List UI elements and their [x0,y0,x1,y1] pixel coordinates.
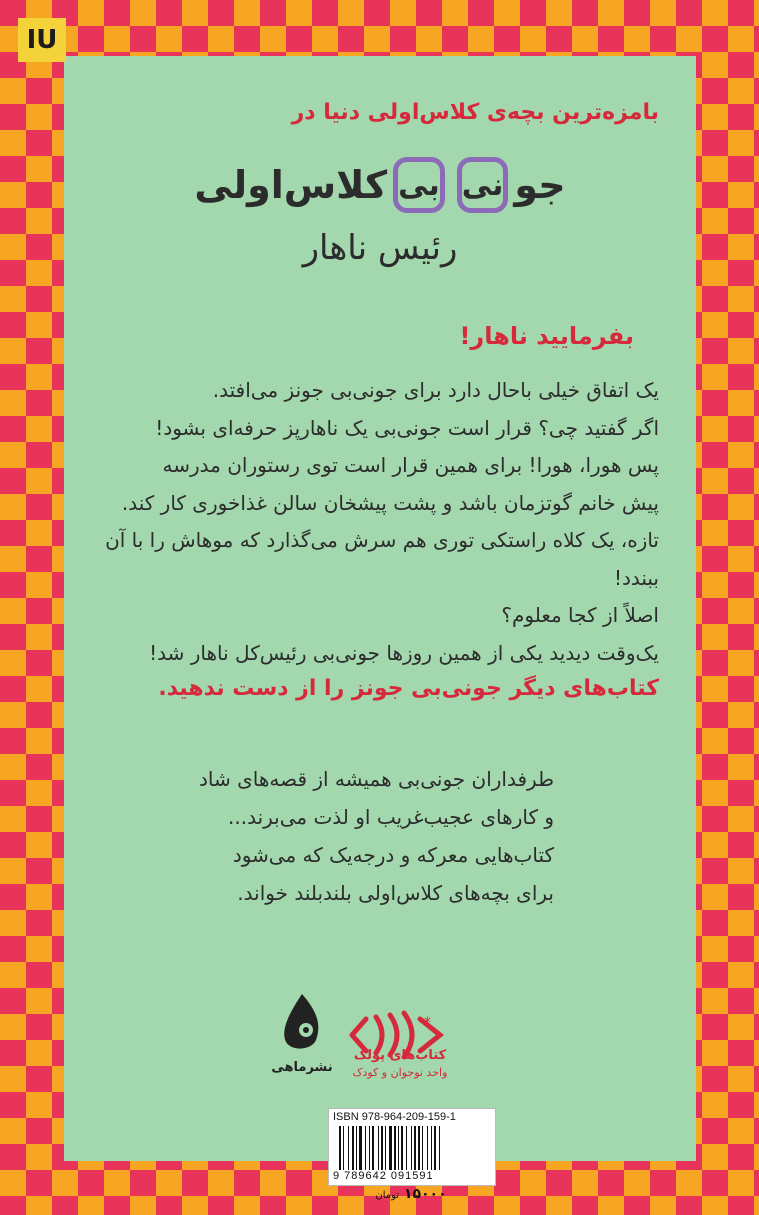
mahi-fish-logo-icon [272,990,332,1060]
barcode-box [328,1108,496,1186]
price-label [346,1186,476,1202]
description-line: کتاب‌هایی معرکه و درجه‌یک که می‌شود [232,843,554,867]
blurb-body [99,372,659,672]
price-currency: تومان [375,1190,400,1201]
series-title-part2: کلاس‌اولی [194,163,388,207]
series-title [194,150,566,220]
glasses-lens-1: نی [457,157,509,213]
blurb-line: یک اتفاق خیلی باحال دارد برای جونی‌بی جونز می‌افتد. [212,378,659,402]
blurb-line: پس هورا، هورا! برای همین قرار است توی رستوران مدرسه [162,453,659,477]
barcode-number: 9 789642 091591 [333,1170,434,1182]
publisher-name: نشرماهی [271,1060,333,1075]
description-line: و کارهای عجیب‌غریب او لذت می‌برند... [228,805,554,829]
blurb-heading: بفرمایید ناهار! [459,322,634,350]
blurb-line: پیش خانم گوتزمان باشد و پشت پیشخان سالن غذاخوری کار کند. [121,490,659,515]
tagline: بامزه‌ترین بچه‌ی کلاس‌اولی دنیا در [291,100,659,125]
series-promo-line: کتاب‌های دیگر جونی‌بی جونز را از دست ندهید. [158,676,659,701]
barcode-icon [337,1126,487,1170]
age-badge: IU [18,18,66,62]
price-amount: ۱۵۰۰۰ [403,1186,447,1202]
imprint-subtitle: واحد نوجوان و کودک [352,1066,448,1079]
blurb-line: اصلاً از کجا معلوم؟ [501,603,659,627]
series-title-part1: جو [514,163,566,207]
description-line: برای بچه‌های کلاس‌اولی بلندبلند خواند. [237,881,554,905]
glasses-lens-2: بی [393,157,445,213]
blurb-line: اگر گفتید چی؟ قرار است جونی‌بی یک ناهارپز حرفه‌ای بشود! [155,415,659,440]
imprint-name: کتاب‌های پولک [353,1048,447,1063]
series-description [94,760,554,912]
isbn-label: ISBN 978-964-209-159-1 [333,1111,456,1123]
description-line: طرفداران جونی‌بی همیشه از قصه‌های شاد [198,767,554,791]
svg-text:*: * [424,1015,431,1031]
blurb-line: یک‌وقت دیدید یکی از همین روزها جونی‌بی رئیس‌کل ناهار شد! [149,640,659,665]
book-subtitle: رئیس ناهار [302,228,458,268]
blurb-line: تازه، یک کلاه راستکی توری هم سرش می‌گذارد که موهاش را با آن ببندد! [105,528,659,590]
